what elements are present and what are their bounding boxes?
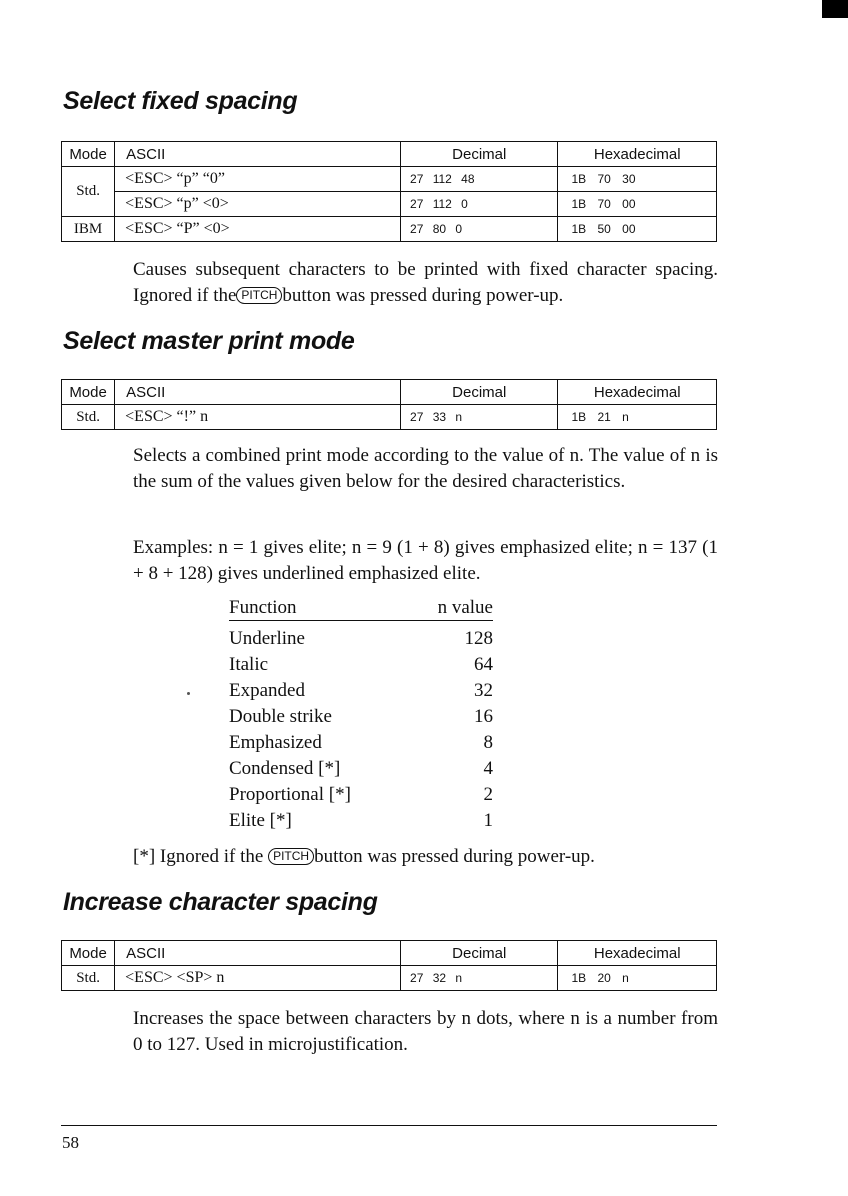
list-item <box>229 704 493 730</box>
list-item <box>229 808 493 834</box>
speck-mark <box>187 692 190 695</box>
command-table-master-print-mode <box>61 379 717 430</box>
section-title-master-print-mode: Select master print mode <box>63 327 355 355</box>
function-name: Double strike <box>229 706 332 727</box>
hex-cell: 1B 70 30 <box>558 167 717 192</box>
list-item <box>229 782 493 808</box>
list-item <box>229 756 493 782</box>
decimal-cell: 27 33 n <box>401 405 558 430</box>
section-title-fixed-spacing: Select fixed spacing <box>63 87 298 115</box>
ascii-cell: <ESC> “P” <0> <box>115 217 401 242</box>
ascii-cell: <ESC> “!” n <box>115 405 401 430</box>
header-ascii: ASCII <box>115 142 401 167</box>
list-item <box>229 652 493 678</box>
header-ascii: ASCII <box>115 941 401 966</box>
footer-rule <box>61 1125 717 1126</box>
header-decimal: Decimal <box>401 142 558 167</box>
function-name: Elite [*] <box>229 810 292 831</box>
function-table-header <box>229 595 493 621</box>
header-mode: Mode <box>62 941 115 966</box>
pitch-button-icon: PITCH <box>236 287 282 304</box>
function-header: Function <box>229 597 297 618</box>
list-item <box>229 626 493 652</box>
decimal-cell: 27 80 0 <box>401 217 558 242</box>
header-decimal: Decimal <box>401 941 558 966</box>
hex-cell: 1B 20 n <box>558 966 717 991</box>
page-number: 58 <box>62 1133 79 1152</box>
command-table-increase-spacing <box>61 940 717 991</box>
header-hexadecimal: Hexadecimal <box>558 380 717 405</box>
hex-cell: 1B 70 00 <box>558 192 717 217</box>
function-value: 1 <box>483 810 493 831</box>
command-table-fixed-spacing <box>61 141 717 242</box>
ascii-cell: <ESC> “p” “0” <box>115 167 401 192</box>
table-row <box>62 405 717 430</box>
function-value: 128 <box>464 628 493 649</box>
table-row <box>62 217 717 242</box>
ascii-cell: <ESC> <SP> n <box>115 966 401 991</box>
function-value: 4 <box>483 758 493 779</box>
decimal-cell: 27 112 48 <box>401 167 558 192</box>
function-value: 8 <box>483 732 493 753</box>
section-title-increase-character-spacing: Increase character spacing <box>63 888 378 916</box>
examples-master-print-mode: Examples: n = 1 gives elite; n = 9 (1 + 8) gives emphasized elite; n = 137 (1 + 8 + 128) gives underlined emphasized elite. <box>133 537 718 584</box>
function-name: Italic <box>229 654 269 675</box>
ascii-cell: <ESC> “p” <0> <box>115 192 401 217</box>
description-text: Causes subsequent characters to be printed with fixed character spacing. Ignored if the <box>133 259 718 306</box>
function-name: Condensed [*] <box>229 758 341 779</box>
function-name: Proportional [*] <box>229 784 351 805</box>
table-header-row <box>62 380 717 405</box>
function-value: 2 <box>483 784 493 805</box>
list-item <box>229 678 493 704</box>
pitch-button-icon: PITCH <box>268 848 314 865</box>
mode-cell: Std. <box>62 966 115 991</box>
corner-registration-mark <box>822 0 848 18</box>
table-row <box>62 192 717 217</box>
decimal-cell: 27 32 n <box>401 966 558 991</box>
function-value-table <box>229 595 493 834</box>
header-ascii: ASCII <box>115 380 401 405</box>
header-mode: Mode <box>62 380 115 405</box>
header-decimal: Decimal <box>401 380 558 405</box>
function-name: Expanded <box>229 680 305 701</box>
note-text: [*] Ignored if the <box>133 846 264 867</box>
header-mode: Mode <box>62 142 115 167</box>
function-value: 16 <box>474 706 493 727</box>
value-header: n value <box>437 597 493 618</box>
mode-cell: Std. <box>62 405 115 430</box>
hex-cell: 1B 50 00 <box>558 217 717 242</box>
function-name: Underline <box>229 628 305 649</box>
description-increase-spacing: Increases the space between characters by n dots, where n is a number from 0 to 127. Used in microjustification. <box>133 1008 718 1055</box>
description-master-print-mode: Selects a combined print mode according to the value of n. The value of n is the sum of the values given below for the desired characteristics. <box>133 445 718 492</box>
table-header-row <box>62 142 717 167</box>
table-header-row <box>62 941 717 966</box>
description-fixed-spacing <box>133 257 718 309</box>
note-ignored-pitch <box>133 844 718 870</box>
function-name: Emphasized <box>229 732 322 753</box>
mode-cell: IBM <box>62 217 115 242</box>
description-text: button was pressed during power-up. <box>282 285 564 306</box>
list-item <box>229 730 493 756</box>
note-text: button was pressed during power-up. <box>314 846 595 867</box>
header-hexadecimal: Hexadecimal <box>558 941 717 966</box>
table-row <box>62 966 717 991</box>
function-value: 32 <box>474 680 493 701</box>
mode-cell: Std. <box>62 167 115 217</box>
function-value: 64 <box>474 654 493 675</box>
hex-cell: 1B 21 n <box>558 405 717 430</box>
table-row <box>62 167 717 192</box>
header-hexadecimal: Hexadecimal <box>558 142 717 167</box>
decimal-cell: 27 112 0 <box>401 192 558 217</box>
